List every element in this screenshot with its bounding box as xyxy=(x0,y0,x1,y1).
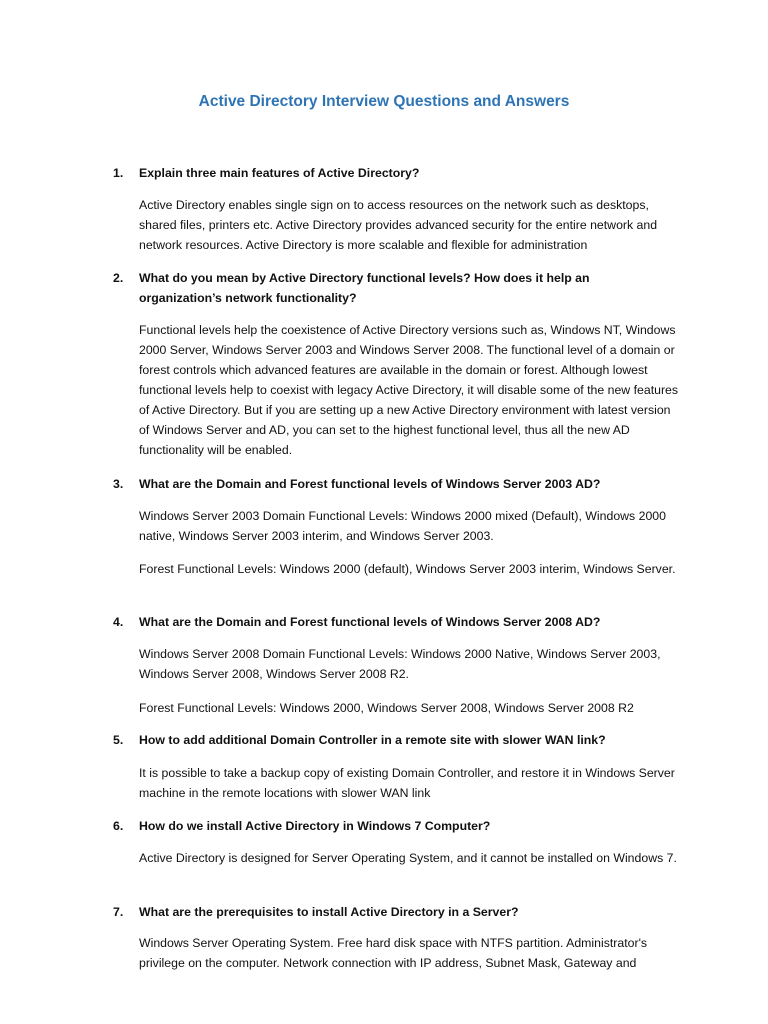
question-number: 3. xyxy=(113,477,124,491)
question-4 xyxy=(113,612,673,632)
question-2 xyxy=(113,268,673,308)
question-6 xyxy=(113,816,673,836)
question-text: What are the prerequisites to install Active Directory in a Server? xyxy=(139,905,519,919)
question-number: 6. xyxy=(113,819,124,833)
answer-2: Functional levels help the coexistence of Active Directory versions such as, Windows NT, Windows 2000 Server, Windows Server 2003 and Windows Server 2008. The functional level of a domain or forest controls which advanced features are available in the domain or forest. Although lowest functional levels help to coexist with legacy Active Directory, it will disable some of the new features of Active Directory. But if you are setting up a new Active Directory environment with latest version of Windows Server and AD, you can set to the highest functional level, thus all the new AD functionality will be enabled. xyxy=(139,323,679,457)
question-7 xyxy=(113,902,673,922)
question-text: Explain three main features of Active Directory? xyxy=(139,166,420,180)
answer-4a: Windows Server 2008 Domain Functional Levels: Windows 2000 Native, Windows Server 2003, Windows Server 2008, Windows Server 2008 R2. xyxy=(139,647,661,681)
page-title: Active Directory Interview Questions and Answers xyxy=(198,93,570,110)
question-text: What are the Domain and Forest functional levels of Windows Server 2003 AD? xyxy=(139,477,601,491)
question-text: What do you mean by Active Directory functional levels? How does it help an organization’s network functionality? xyxy=(139,271,590,305)
question-number: 7. xyxy=(113,905,124,919)
question-number: 4. xyxy=(113,615,124,629)
answer-3b: Forest Functional Levels: Windows 2000 (default), Windows Server 2003 interim, Windows Server. xyxy=(139,562,676,576)
question-number: 2. xyxy=(113,271,124,285)
answer-5: It is possible to take a backup copy of existing Domain Controller, and restore it in Windows Server machine in the remote locations with slower WAN link xyxy=(139,766,675,800)
answer-7: Windows Server Operating System. Free hard disk space with NTFS partition. Administrator's privilege on the computer. Network connection with IP address, Subnet Mask, Gateway and xyxy=(139,936,648,970)
question-1 xyxy=(113,163,673,183)
answer-1: Active Directory enables single sign on to access resources on the network such as desktops, shared files, printers etc. Active Directory provides advanced security for the entire network and network resources. Active Directory is more scalable and flexible for administration xyxy=(139,198,658,252)
question-5 xyxy=(113,730,673,750)
answer-6: Active Directory is designed for Server Operating System, and it cannot be installed on Windows 7. xyxy=(139,851,677,865)
question-number: 5. xyxy=(113,733,124,747)
question-text: How to add additional Domain Controller in a remote site with slower WAN link? xyxy=(139,733,606,747)
question-3 xyxy=(113,474,673,494)
question-text: How do we install Active Directory in Windows 7 Computer? xyxy=(139,819,491,833)
question-text: What are the Domain and Forest functional levels of Windows Server 2008 AD? xyxy=(139,615,601,629)
answer-4b: Forest Functional Levels: Windows 2000, Windows Server 2008, Windows Server 2008 R2 xyxy=(139,701,634,715)
question-number: 1. xyxy=(113,166,124,180)
answer-3a: Windows Server 2003 Domain Functional Levels: Windows 2000 mixed (Default), Windows 2000 native, Windows Server 2003 interim, and Windows Server 2003. xyxy=(139,509,666,543)
